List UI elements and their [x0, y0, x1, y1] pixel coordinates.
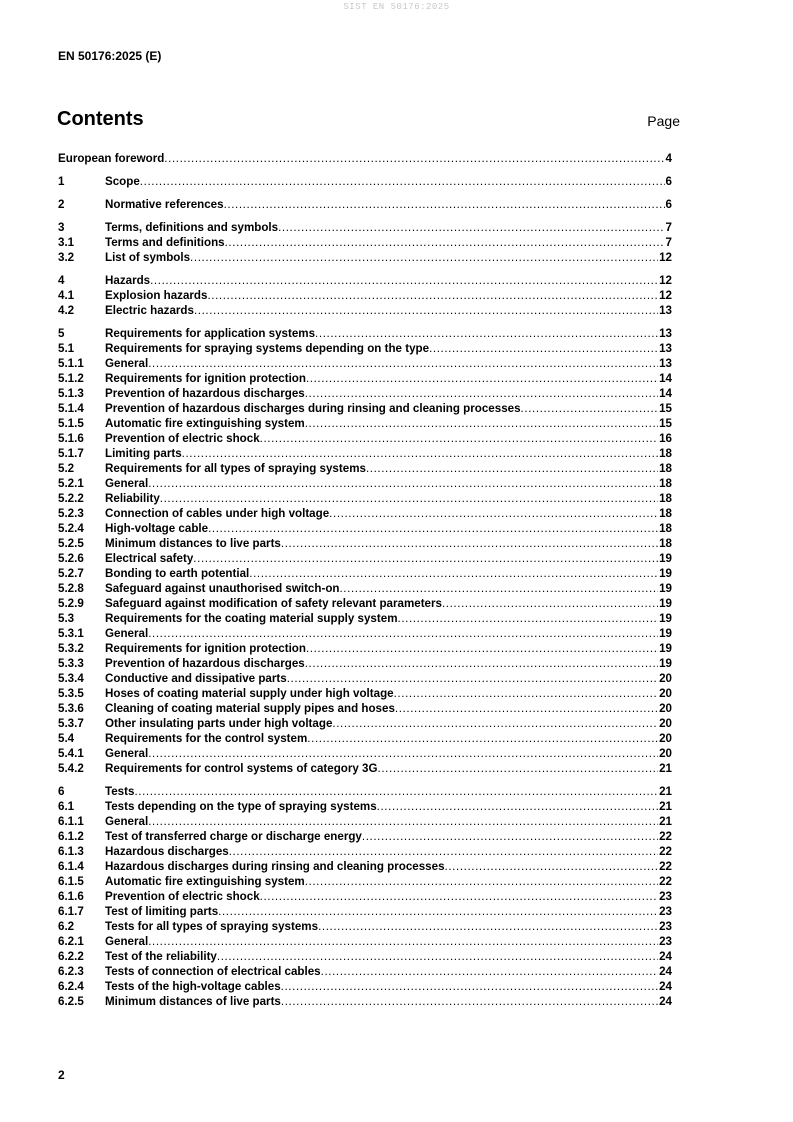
toc-entry-number: 5.3 — [58, 612, 75, 625]
toc-dot-leader — [281, 536, 658, 551]
toc-dot-leader — [278, 220, 664, 235]
toc-entry-page: 19 — [659, 582, 672, 595]
toc-entry-number: 5.2.3 — [58, 507, 84, 520]
toc-dot-leader — [140, 174, 665, 189]
toc-dot-leader — [394, 686, 658, 701]
toc-entry-number: 5.1 — [58, 342, 75, 355]
toc-entry-title: Electric hazards — [105, 304, 194, 317]
toc-entry[interactable] — [58, 844, 672, 859]
toc-entry-page: 15 — [659, 417, 672, 430]
toc-entry-page: 23 — [659, 920, 672, 933]
toc-entry-page: 20 — [659, 747, 672, 760]
toc-entry[interactable] — [58, 491, 672, 506]
toc-entry-number: 5 — [58, 327, 65, 340]
toc-entry[interactable] — [58, 671, 672, 686]
toc-entry-number: 6.1.3 — [58, 845, 84, 858]
toc-dot-leader — [442, 596, 658, 611]
toc-entry[interactable] — [58, 919, 672, 934]
toc-entry-number: 5.3.6 — [58, 702, 84, 715]
toc-dot-leader — [225, 235, 665, 250]
toc-dot-leader — [305, 386, 658, 401]
toc-entry-title: Reliability — [105, 492, 160, 505]
toc-entry-page: 6 — [665, 175, 672, 188]
toc-dot-leader — [207, 288, 658, 303]
toc-dot-leader — [281, 994, 658, 1009]
toc-entry[interactable] — [58, 611, 672, 626]
toc-entry-page: 12 — [659, 274, 672, 287]
toc-entry-title: Safeguard against unauthorised switch-on — [105, 582, 340, 595]
document-id: EN 50176:2025 (E) — [58, 49, 162, 63]
toc-entry-page: 12 — [659, 289, 672, 302]
toc-entry-title: General — [105, 747, 149, 760]
toc-entry[interactable] — [58, 581, 672, 596]
toc-entry[interactable] — [58, 716, 672, 731]
footer-page-number: 2 — [58, 1068, 65, 1082]
toc-entry-number: 5.3.1 — [58, 627, 84, 640]
toc-entry-page: 18 — [659, 447, 672, 460]
toc-entry-number: 5.1.5 — [58, 417, 84, 430]
toc-entry-title: Tests depending on the type of spraying systems — [105, 800, 377, 813]
toc-entry-title: Requirements for spraying systems depending on the type — [105, 342, 430, 355]
toc-dot-leader — [224, 197, 665, 212]
toc-entry-title: Limiting parts — [105, 447, 182, 460]
toc-entry-number: 6.1.4 — [58, 860, 84, 873]
toc-entry[interactable] — [58, 220, 672, 235]
toc-entry-number: 5.1.2 — [58, 372, 84, 385]
toc-entry[interactable] — [58, 506, 672, 521]
toc-dot-leader — [281, 979, 658, 994]
toc-entry[interactable] — [58, 235, 672, 250]
toc-entry[interactable] — [58, 859, 672, 874]
toc-entry[interactable] — [58, 303, 672, 318]
toc-entry-title: Electrical safety — [105, 552, 194, 565]
toc-entry-page: 24 — [659, 950, 672, 963]
toc-dot-leader — [315, 326, 658, 341]
toc-entry-page: 23 — [659, 905, 672, 918]
toc-entry-title: General — [105, 627, 149, 640]
toc-entry[interactable] — [58, 641, 672, 656]
toc-dot-leader — [429, 341, 658, 356]
toc-entry[interactable] — [58, 401, 672, 416]
toc-entry-page: 22 — [659, 860, 672, 873]
toc-entry-number: 6.2.2 — [58, 950, 84, 963]
toc-entry-number: 6 — [58, 785, 65, 798]
toc-entry-title: Test of transferred charge or discharge energy — [105, 830, 362, 843]
toc-entry-number: 6.1.5 — [58, 875, 84, 888]
toc-entry-number: 5.1.7 — [58, 447, 84, 460]
toc-entry-page: 20 — [659, 732, 672, 745]
toc-entry-title: Requirements for ignition protection — [105, 642, 306, 655]
toc-entry-number: 5.3.7 — [58, 717, 84, 730]
toc-entry-number: 5.4 — [58, 732, 75, 745]
toc-dot-leader — [307, 731, 658, 746]
toc-entry-title: Prevention of electric shock — [105, 432, 260, 445]
toc-entry[interactable] — [58, 356, 672, 371]
toc-entry-number: 6.2.4 — [58, 980, 84, 993]
toc-entry-page: 18 — [659, 462, 672, 475]
toc-entry-page: 22 — [659, 845, 672, 858]
toc-dot-leader — [208, 521, 658, 536]
toc-entry-number: 5.2 — [58, 462, 75, 475]
toc-entry-number: 5.2.5 — [58, 537, 84, 550]
toc-dot-leader — [249, 566, 658, 581]
toc-entry-page: 18 — [659, 537, 672, 550]
toc-entry-number: 5.3.5 — [58, 687, 84, 700]
toc-dot-leader — [194, 303, 658, 318]
toc-entry-page: 19 — [659, 627, 672, 640]
toc-entry-number: 3.1 — [58, 236, 75, 249]
toc-entry-page: 13 — [659, 304, 672, 317]
toc-entry[interactable] — [58, 536, 672, 551]
toc-entry[interactable] — [58, 889, 672, 904]
toc-entry-title: Tests of connection of electrical cables — [105, 965, 321, 978]
toc-entry-title: Requirements for the coating material supply system — [105, 612, 398, 625]
toc-entry-title: General — [105, 477, 149, 490]
toc-entry-number: 5.2.2 — [58, 492, 84, 505]
toc-entry-title: Tests of the high-voltage cables — [105, 980, 281, 993]
toc-entry[interactable] — [58, 566, 672, 581]
toc-entry-page: 19 — [659, 612, 672, 625]
toc-entry[interactable] — [58, 994, 672, 1009]
toc-entry-page: 18 — [659, 507, 672, 520]
toc-dot-leader — [318, 919, 658, 934]
toc-entry[interactable] — [58, 904, 672, 919]
toc-dot-leader — [445, 859, 659, 874]
toc-dot-leader — [260, 889, 658, 904]
toc-entry-page: 7 — [665, 221, 672, 234]
toc-entry-page: 20 — [659, 672, 672, 685]
toc-entry-page: 24 — [659, 965, 672, 978]
toc-entry-title: Automatic fire extinguishing system — [105, 875, 305, 888]
toc-entry-number: 6.1.6 — [58, 890, 84, 903]
toc-entry[interactable] — [58, 250, 672, 265]
toc-entry[interactable] — [58, 371, 672, 386]
toc-entry[interactable] — [58, 431, 672, 446]
toc-entry[interactable] — [58, 784, 672, 799]
toc-entry[interactable] — [58, 288, 672, 303]
toc-entry[interactable] — [58, 551, 672, 566]
toc-entry-number: 6.2.5 — [58, 995, 84, 1008]
toc-entry-title: General — [105, 357, 149, 370]
toc-entry-title: General — [105, 935, 149, 948]
toc-dot-leader — [378, 761, 659, 776]
toc-entry-title: Hoses of coating material supply under high voltage — [105, 687, 394, 700]
toc-entry-page: 19 — [659, 657, 672, 670]
toc-entry-number: 6.1.1 — [58, 815, 84, 828]
toc-entry-title: Requirements for application systems — [105, 327, 316, 340]
toc-dot-leader — [305, 656, 658, 671]
toc-entry[interactable] — [58, 151, 672, 166]
toc-entry-number: 4.2 — [58, 304, 75, 317]
toc-entry-page: 19 — [659, 567, 672, 580]
toc-entry-title: Test of limiting parts — [105, 905, 219, 918]
toc-entry[interactable] — [58, 521, 672, 536]
toc-entry-page: 23 — [659, 935, 672, 948]
toc-entry[interactable] — [58, 197, 672, 212]
toc-entry-number: 6.2.3 — [58, 965, 84, 978]
toc-entry-page: 13 — [659, 357, 672, 370]
toc-dot-leader — [321, 964, 658, 979]
toc-entry[interactable] — [58, 416, 672, 431]
toc-entry-page: 14 — [659, 372, 672, 385]
toc-entry-title: Requirements for ignition protection — [105, 372, 306, 385]
toc-entry[interactable] — [58, 174, 672, 189]
toc-entry[interactable] — [58, 386, 672, 401]
toc-dot-leader — [398, 611, 659, 626]
toc-dot-leader — [305, 874, 658, 889]
toc-entry[interactable] — [58, 934, 672, 949]
toc-entry-title: Test of the reliability — [105, 950, 217, 963]
toc-entry-page: 24 — [659, 995, 672, 1008]
toc-dot-leader — [218, 904, 658, 919]
toc-entry-title: Safeguard against modification of safety relevant parameters — [105, 597, 442, 610]
toc-entry[interactable] — [58, 701, 672, 716]
toc-entry-title: List of symbols — [105, 251, 191, 264]
toc-entry[interactable] — [58, 341, 672, 356]
toc-entry[interactable] — [58, 476, 672, 491]
toc-entry-title: Prevention of hazardous discharges — [105, 387, 305, 400]
toc-entry-page: 7 — [665, 236, 672, 249]
toc-entry[interactable] — [58, 979, 672, 994]
toc-entry-number: 1 — [58, 175, 65, 188]
toc-entry-page: 20 — [659, 702, 672, 715]
toc-entry-title: Requirements for the control system — [105, 732, 308, 745]
toc-entry-title: Requirements for all types of spraying systems — [105, 462, 366, 475]
toc-entry[interactable] — [58, 964, 672, 979]
toc-entry-number: 4 — [58, 274, 65, 287]
toc-entry-number: 5.1.3 — [58, 387, 84, 400]
toc-entry[interactable] — [58, 829, 672, 844]
toc-entry-title: Tests — [105, 785, 135, 798]
toc-dot-leader — [190, 250, 658, 265]
toc-entry-page: 13 — [659, 327, 672, 340]
toc-entry-title: Hazardous discharges during rinsing and cleaning processes — [105, 860, 445, 873]
toc-entry-title: Conductive and dissipative parts — [105, 672, 287, 685]
toc-dot-leader — [193, 551, 658, 566]
toc-dot-leader — [134, 784, 658, 799]
toc-entry-page: 15 — [659, 402, 672, 415]
toc-entry-page: 21 — [659, 762, 672, 775]
toc-entry-title: Hazardous discharges — [105, 845, 229, 858]
toc-entry-title: Other insulating parts under high voltage — [105, 717, 333, 730]
toc-entry-number: 5.3.4 — [58, 672, 84, 685]
toc-dot-leader — [148, 356, 658, 371]
toc-entry-title: Minimum distances of live parts — [105, 995, 281, 1008]
toc-entry-number: 4.1 — [58, 289, 75, 302]
toc-entry-page: 18 — [659, 492, 672, 505]
toc-entry[interactable] — [58, 761, 672, 776]
toc-entry[interactable] — [58, 746, 672, 761]
toc-entry-number: 5.2.9 — [58, 597, 84, 610]
toc-entry-title: Connection of cables under high voltage — [105, 507, 330, 520]
toc-entry-title: Requirements for control systems of category 3G — [105, 762, 378, 775]
toc-entry[interactable] — [58, 814, 672, 829]
toc-dot-leader — [148, 814, 658, 829]
toc-dot-leader — [362, 829, 658, 844]
toc-entry-page: 21 — [659, 785, 672, 798]
toc-entry-title: Prevention of hazardous discharges during rinsing and cleaning processes — [105, 402, 521, 415]
toc-entry-title: Bonding to earth potential — [105, 567, 250, 580]
toc-dot-leader — [164, 151, 664, 166]
toc-entry-page: 14 — [659, 387, 672, 400]
page-column-label: Page — [647, 113, 680, 129]
toc-entry-title: Prevention of hazardous discharges — [105, 657, 305, 670]
toc-entry-page: 16 — [659, 432, 672, 445]
toc-entry-page: 21 — [659, 815, 672, 828]
toc-dot-leader — [366, 461, 658, 476]
toc-entry-number: 5.1.4 — [58, 402, 84, 415]
toc-dot-leader — [287, 671, 658, 686]
toc-entry[interactable] — [58, 731, 672, 746]
toc-entry-number: 2 — [58, 198, 65, 211]
toc-entry-number: 3.2 — [58, 251, 75, 264]
toc-dot-leader — [306, 371, 658, 386]
toc-entry-title: European foreword — [58, 152, 165, 165]
toc-entry-title: Normative references — [105, 198, 224, 211]
toc-entry-number: 5.3.3 — [58, 657, 84, 670]
toc-entry[interactable] — [58, 446, 672, 461]
toc-entry-page: 18 — [659, 522, 672, 535]
toc-entry-page: 20 — [659, 687, 672, 700]
toc-entry-number: 5.2.8 — [58, 582, 84, 595]
toc-entry-page: 22 — [659, 875, 672, 888]
toc-entry-page: 19 — [659, 642, 672, 655]
toc-dot-leader — [148, 476, 658, 491]
toc-entry[interactable] — [58, 461, 672, 476]
toc-dot-leader — [329, 506, 658, 521]
toc-dot-leader — [305, 416, 658, 431]
toc-dot-leader — [160, 491, 658, 506]
toc-dot-leader — [148, 746, 658, 761]
table-of-contents — [58, 151, 672, 1009]
watermark: SIST EN 50176:2025 — [343, 2, 450, 12]
toc-entry[interactable] — [58, 656, 672, 671]
toc-dot-leader — [332, 716, 658, 731]
toc-dot-leader — [150, 273, 658, 288]
toc-entry-title: Hazards — [105, 274, 151, 287]
toc-dot-leader — [148, 626, 658, 641]
toc-entry-page: 19 — [659, 597, 672, 610]
toc-entry-page: 18 — [659, 477, 672, 490]
toc-entry-number: 6.1.7 — [58, 905, 84, 918]
toc-dot-leader — [148, 934, 658, 949]
toc-entry-title: Prevention of electric shock — [105, 890, 260, 903]
toc-entry-title: Terms and definitions — [105, 236, 225, 249]
toc-entry-number: 5.2.4 — [58, 522, 84, 535]
toc-entry[interactable] — [58, 273, 672, 288]
toc-entry-number: 5.1.6 — [58, 432, 84, 445]
toc-entry-page: 12 — [659, 251, 672, 264]
toc-entry-number: 6.2 — [58, 920, 75, 933]
toc-entry[interactable] — [58, 799, 672, 814]
toc-entry-title: Explosion hazards — [105, 289, 208, 302]
toc-dot-leader — [521, 401, 659, 416]
toc-entry[interactable] — [58, 626, 672, 641]
toc-dot-leader — [260, 431, 658, 446]
toc-entry-title: Minimum distances to live parts — [105, 537, 281, 550]
toc-entry-title: General — [105, 815, 149, 828]
toc-entry[interactable] — [58, 596, 672, 611]
toc-entry-page: 6 — [665, 198, 672, 211]
toc-entry-number: 6.1 — [58, 800, 75, 813]
toc-entry-page: 19 — [659, 552, 672, 565]
toc-entry-page: 24 — [659, 980, 672, 993]
toc-dot-leader — [182, 446, 658, 461]
toc-dot-leader — [377, 799, 658, 814]
contents-title: Contents — [57, 108, 144, 130]
toc-entry-page: 22 — [659, 830, 672, 843]
toc-entry-title: Automatic fire extinguishing system — [105, 417, 305, 430]
toc-entry-page: 20 — [659, 717, 672, 730]
toc-dot-leader — [395, 701, 658, 716]
toc-dot-leader — [217, 949, 658, 964]
toc-entry-page: 23 — [659, 890, 672, 903]
toc-dot-leader — [229, 844, 658, 859]
toc-entry-title: High-voltage cable — [105, 522, 209, 535]
toc-entry-page: 13 — [659, 342, 672, 355]
toc-dot-leader — [339, 581, 658, 596]
toc-entry-title: Tests for all types of spraying systems — [105, 920, 319, 933]
toc-entry[interactable] — [58, 949, 672, 964]
toc-entry-title: Scope — [105, 175, 140, 188]
toc-entry-title: Cleaning of coating material supply pipes and hoses — [105, 702, 395, 715]
toc-entry[interactable] — [58, 686, 672, 701]
toc-entry-number: 5.2.6 — [58, 552, 84, 565]
toc-entry-number: 6.2.1 — [58, 935, 84, 948]
toc-entry-page: 21 — [659, 800, 672, 813]
toc-entry-number: 6.1.2 — [58, 830, 84, 843]
toc-entry-number: 5.4.2 — [58, 762, 84, 775]
toc-entry-number: 5.1.1 — [58, 357, 84, 370]
toc-entry-number: 3 — [58, 221, 65, 234]
toc-entry-number: 5.2.1 — [58, 477, 84, 490]
toc-entry[interactable] — [58, 874, 672, 889]
toc-entry-page: 4 — [665, 152, 672, 165]
toc-dot-leader — [306, 641, 658, 656]
toc-entry[interactable] — [58, 326, 672, 341]
toc-entry-number: 5.4.1 — [58, 747, 84, 760]
toc-entry-number: 5.2.7 — [58, 567, 84, 580]
toc-entry-number: 5.3.2 — [58, 642, 84, 655]
toc-entry-title: Terms, definitions and symbols — [105, 221, 279, 234]
